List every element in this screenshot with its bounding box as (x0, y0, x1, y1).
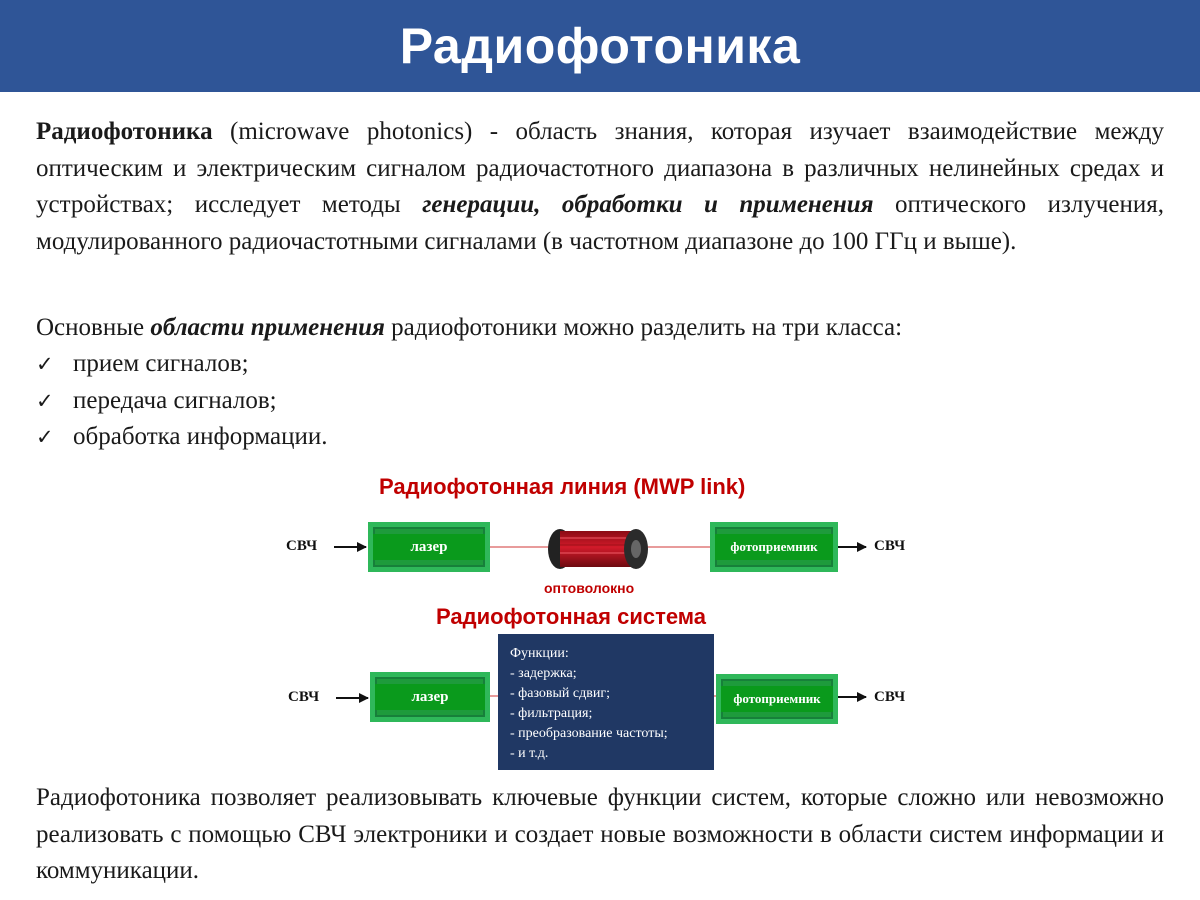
diagram1-input-label: СВЧ (286, 538, 318, 554)
intro-text-b: оптического излучения, модулированного радиочастотными сигналами (в частотном диапазоне до 100 ГГц и выше). (36, 191, 1164, 255)
list-item-label: передача сигналов; (73, 386, 277, 414)
checkmark-icon: ✓ (36, 352, 54, 376)
diagram1-output-label: СВЧ (874, 538, 906, 554)
areas-text-b: радиофотоники можно разделить на три класса: (384, 314, 903, 341)
intro-text-a: (microwave photonics) - область знания, которая изучает взаимодействие между оптическим и электрическим сигналом радиочастотного диапазона в различных нелинейных средах и устройствах; исследует методы (36, 118, 1164, 218)
areas-emphasis: области применения (150, 314, 385, 341)
conclusion-paragraph: Радиофотоника позволяет реализовывать ключевые функции систем, которые сложно или невозможно реализовать с помощью СВЧ электроники и создает новые возможности в области систем информации и коммуникации. (36, 784, 1164, 884)
fiber-label: оптоволокно (544, 580, 635, 596)
diagram1-title: Радиофотонная линия (MWP link) (379, 474, 746, 499)
functions-line: - преобразование частоты; (510, 726, 668, 741)
laser-label: лазер (375, 684, 485, 710)
detector-label: фотоприемник (721, 686, 833, 712)
diagram2-input-label: СВЧ (288, 689, 320, 705)
intro-term: Радиофотоника (36, 118, 213, 145)
slide-title: Радиофотоника (399, 18, 801, 74)
detector-label: фотоприемник (715, 534, 833, 560)
functions-line: - фильтрация; (510, 706, 593, 721)
diagram2-title: Радиофотонная система (436, 604, 707, 629)
list-item-label: прием сигналов; (73, 350, 249, 377)
intro-emphasis: генерации, обработки и применения (422, 191, 874, 218)
functions-line: - фазовый сдвиг; (510, 686, 610, 701)
functions-line: - задержка; (510, 666, 577, 681)
functions-line: - и т.д. (510, 746, 549, 761)
diagram1-detector-box (710, 522, 838, 572)
list-item-label: обработка информации. (73, 423, 328, 450)
diagram2-output-label: СВЧ (874, 689, 906, 705)
functions-box (498, 634, 714, 770)
areas-text-a: Основные (36, 314, 151, 341)
functions-line: Функции: (510, 646, 569, 661)
checkmark-icon: ✓ (36, 425, 54, 449)
laser-label: лазер (373, 534, 485, 560)
diagram2-laser-box (370, 672, 490, 722)
fiber-spool-icon (548, 529, 648, 569)
diagram1-laser-box (368, 522, 490, 572)
checkmark-icon: ✓ (36, 388, 54, 413)
diagram2-detector-box (716, 674, 838, 724)
